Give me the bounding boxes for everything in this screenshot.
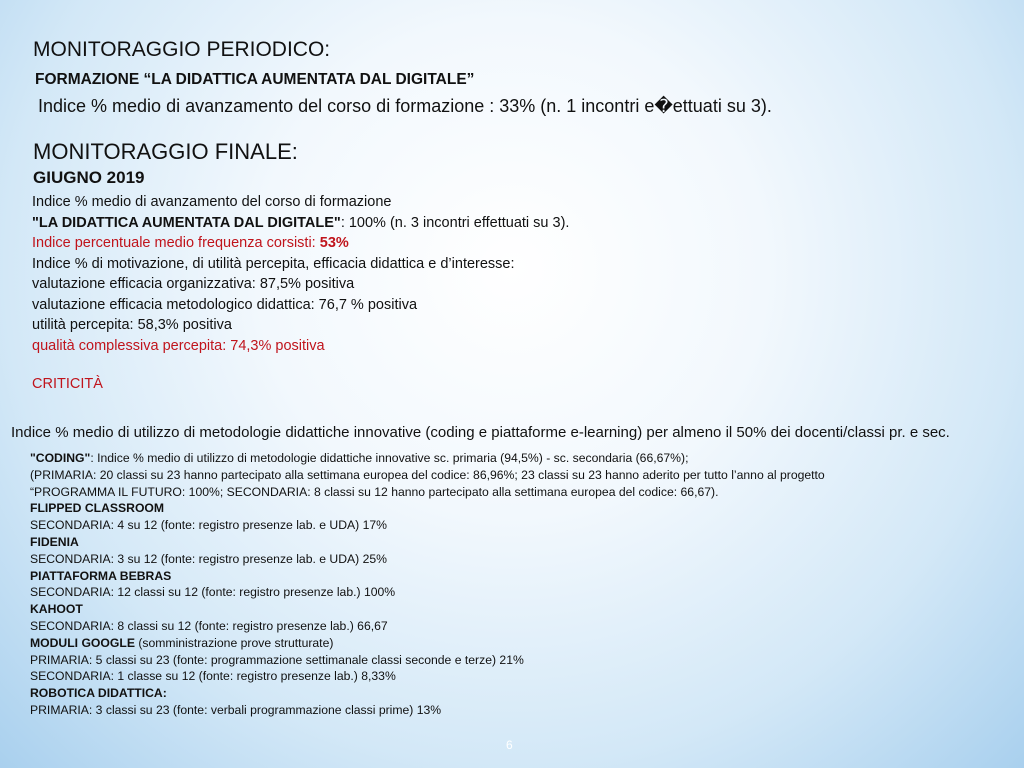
criticita-details xyxy=(30,450,825,719)
final-date: GIUGNO 2019 xyxy=(33,168,145,187)
method-title xyxy=(30,601,825,618)
method-title xyxy=(30,635,825,652)
method-detail-line: PRIMARIA: 3 classi su 23 (fonte: verbali programmazione classi prime) 13% xyxy=(30,702,442,717)
method-title-label: ROBOTICA DIDATTICA: xyxy=(30,686,167,701)
method-detail-line: PRIMARIA: 5 classi su 23 (fonte: programmazione settimanale classi seconde e terze) 21% xyxy=(30,652,524,667)
method-title-label: FIDENIA xyxy=(30,534,79,549)
method-title-label: MODULI GOOGLE xyxy=(30,635,135,650)
method-detail-line: SECONDARIA: 3 su 12 (fonte: registro presenze lab. e UDA) 25% xyxy=(30,551,387,566)
page-number: 6 xyxy=(506,738,513,752)
utility-line: utilità percepita: 58,3% positiva xyxy=(32,317,232,333)
method-title xyxy=(30,685,825,702)
final-progress-line-1: Indice % medio di avanzamento del corso di formazione xyxy=(32,194,392,210)
coding-label: "CODING" xyxy=(30,451,91,465)
heading-monitoraggio-periodico: MONITORAGGIO PERIODICO: xyxy=(33,38,331,61)
method-title xyxy=(30,568,825,585)
heading-monitoraggio-finale: MONITORAGGIO FINALE: xyxy=(33,139,298,164)
methodological-line: valutazione efficacia metodologico didattica: 76,7 % positiva xyxy=(32,296,418,313)
method-detail-line: SECONDARIA: 12 classi su 12 (fonte: registro presenze lab.) 100% xyxy=(30,585,396,600)
organizational-line: valutazione efficacia organizzativa: 87,5% positiva xyxy=(32,276,355,292)
method-title xyxy=(30,534,825,551)
programma-line: “PROGRAMMA IL FUTURO: 100%; SECONDARIA: 8 classi su 12 hanno partecipato alla settimana europea del codice: 66,67). xyxy=(30,484,719,499)
final-progress-line-2 xyxy=(32,213,569,234)
method-title-label: FLIPPED CLASSROOM xyxy=(30,501,165,516)
method-detail-line: SECONDARIA: 4 su 12 (fonte: registro presenze lab. e UDA) 17% xyxy=(30,518,387,533)
method-title-label: PIATTAFORMA BEBRAS xyxy=(30,568,172,583)
motivation-line: Indice % di motivazione, di utilità percepita, efficacia didattica e d’interesse: xyxy=(32,255,515,272)
attendance-line xyxy=(32,233,569,254)
method-title-label: KAHOOT xyxy=(30,602,83,617)
coding-text: : Indice % medio di utilizzo di metodologie didattiche innovative sc. primaria (94,5%) - sc. secondaria (66,67%); xyxy=(90,451,689,465)
final-progress-value: : 100% (n. 3 incontri effettuati su 3). xyxy=(340,214,570,231)
methods-list xyxy=(30,500,825,718)
quality-line: qualità complessiva percepita: 74,3% positiva xyxy=(32,337,325,354)
attendance-value: 53% xyxy=(319,235,349,251)
attendance-label: Indice percentuale medio frequenza corsisti: xyxy=(32,235,320,251)
method-detail-line: SECONDARIA: 1 classe su 12 (fonte: registro presenze lab.) 8,33% xyxy=(30,669,396,684)
criticita-heading: CRITICITÀ xyxy=(32,376,103,392)
course-title: FORMAZIONE “LA DIDATTICA AUMENTATA DAL DIGITALE” xyxy=(35,71,475,88)
method-title-note: (somministrazione prove strutturate) xyxy=(134,635,334,650)
primaria-coding-line: (PRIMARIA: 20 classi su 23 hanno partecipato alla settimana europea del codice: 86,96%; 23 classi su 23 hanno aderito per tutto l’anno al progetto xyxy=(30,467,825,482)
coding-line xyxy=(30,450,825,467)
method-title xyxy=(30,500,825,517)
course-name: "LA DIDATTICA AUMENTATA DAL DIGITALE" xyxy=(32,214,341,231)
final-results-block xyxy=(32,192,569,356)
usage-index-text: Indice % medio di utilizzo di metodologie didattiche innovative (coding e piattaforme e-learning) per almeno il 50% dei docenti/classi pr. e sec. xyxy=(11,424,950,441)
periodic-progress-text: Indice % medio di avanzamento del corso di formazione : 33% (n. 1 incontri e�ettuati su 3). xyxy=(38,96,772,116)
method-detail-line: SECONDARIA: 8 classi su 12 (fonte: registro presenze lab.) 66,67 xyxy=(30,618,388,633)
